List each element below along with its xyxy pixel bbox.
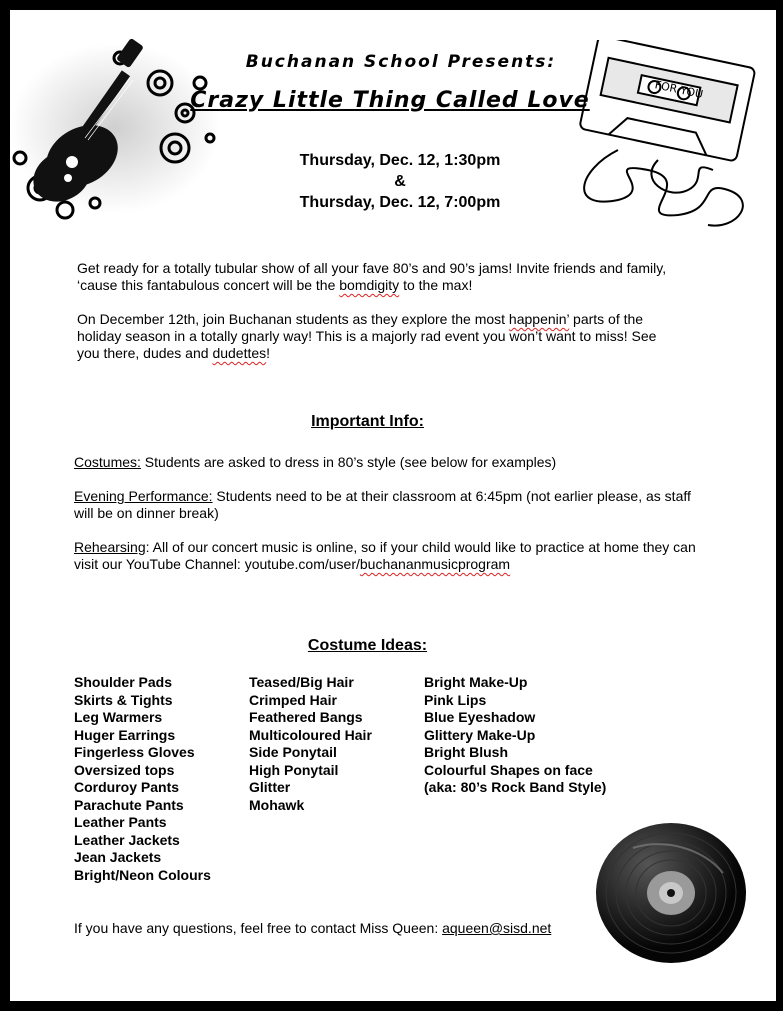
costume-ideas-heading: Costume Ideas: xyxy=(307,637,428,654)
intro-paragraph-2 xyxy=(77,311,677,362)
list-item: Shoulder Pads xyxy=(74,674,173,690)
intro-p2-slang-2: dudettes xyxy=(212,345,267,361)
dates-connector: & xyxy=(394,173,406,190)
evening-performance-info xyxy=(74,488,714,522)
vinyl-record-illustration xyxy=(593,818,753,968)
contact-line xyxy=(74,920,674,936)
costumes-label: Costumes: xyxy=(74,454,141,470)
intro-p2-text: On December 12th, join Buchanan students as they explore the most xyxy=(77,311,509,327)
page-title: Crazy Little Thing Called Love xyxy=(190,88,590,113)
second-show-date: Thursday, Dec. 12, 7:00pm xyxy=(299,194,501,211)
list-item: Leather Pants xyxy=(74,814,167,830)
list-item: Skirts & Tights xyxy=(74,691,173,708)
list-item: Side Ponytail xyxy=(249,744,337,760)
intro-p2-middle: parts of the holiday season in a totally gnarly way! This is a majorly rad event you won’t want to miss! See you there, dudes and xyxy=(77,311,657,361)
cassette-label: FOR YOU xyxy=(653,78,705,102)
list-item: Fingerless Gloves xyxy=(74,744,195,760)
rehearsing-label: Rehearsing xyxy=(74,539,146,555)
list-item: Bright Make-Up xyxy=(424,674,528,690)
list-item: Pink Lips xyxy=(424,691,487,708)
important-info-heading: Important Info: xyxy=(311,413,424,430)
costumes-info xyxy=(74,454,714,471)
rehearsing-info xyxy=(74,539,714,573)
first-show-date: Thursday, Dec. 12, 1:30pm xyxy=(299,152,501,169)
list-item: Huger Earrings xyxy=(74,726,176,743)
list-item: Glittery Make-Up xyxy=(424,726,536,743)
list-item: Mohawk xyxy=(249,796,305,813)
contact-text: If you have any questions, feel free to contact Miss Queen: xyxy=(74,920,443,936)
list-item: Glitter xyxy=(249,779,291,795)
presents-line: Buchanan School Presents: xyxy=(245,52,557,72)
costumes-text: Students are asked to dress in 80’s style (see below for examples) xyxy=(140,454,557,470)
evening-label: Evening Performance: xyxy=(74,488,213,504)
list-item: Blue Eyeshadow xyxy=(424,709,536,725)
list-item: Leg Warmers xyxy=(74,709,163,725)
costume-ideas-column-2 xyxy=(249,674,372,814)
guitar-illustration xyxy=(10,38,225,228)
list-item: Colourful Shapes on face xyxy=(424,761,593,778)
list-item: Feathered Bangs xyxy=(249,709,363,725)
cassette-tape-illustration xyxy=(558,40,773,240)
intro-p2-end: ! xyxy=(266,345,271,361)
list-item: Multicoloured Hair xyxy=(249,726,372,743)
intro-p1-text: Get ready for a totally tubular show of all your fave 80’s and 90’s jams! Invite friends and family, ‘cause this fantabulous concert will be the xyxy=(77,260,667,293)
costume-ideas-column-3 xyxy=(424,674,606,797)
list-item: Parachute Pants xyxy=(74,796,184,813)
contact-email-link[interactable]: aqueen@sisd.net xyxy=(442,920,552,936)
list-item: High Ponytail xyxy=(249,761,339,778)
list-item: Bright Blush xyxy=(424,744,508,760)
show-dates xyxy=(230,150,570,213)
youtube-channel-link[interactable]: buchananmusicprogram xyxy=(359,556,511,572)
list-item: Crimped Hair xyxy=(249,691,337,708)
list-item: Jean Jackets xyxy=(74,849,162,865)
intro-p1-end: to the max! xyxy=(399,277,473,293)
list-item: Bright/Neon Colours xyxy=(74,866,211,883)
rehearsing-text: : All of our concert music is online, so if your child would like to practice at home they can visit our YouTube Channel: youtube.com/user/ xyxy=(74,539,696,572)
intro-paragraph-1 xyxy=(77,260,677,294)
intro-p2-slang-1: happenin’ xyxy=(508,311,570,327)
costume-ideas-column-1 xyxy=(74,674,211,884)
list-item: (aka: 80’s Rock Band Style) xyxy=(424,779,607,795)
evening-text: Students need to be at their classroom at 6:45pm (not earlier please, as staff will be on dinner break) xyxy=(74,488,691,521)
list-item: Teased/Big Hair xyxy=(249,674,354,690)
intro-p1-slang: bomdigity xyxy=(339,277,400,293)
list-item: Oversized tops xyxy=(74,761,175,778)
flyer-page xyxy=(10,10,776,1001)
list-item: Leather Jackets xyxy=(74,831,180,848)
list-item: Corduroy Pants xyxy=(74,779,180,795)
